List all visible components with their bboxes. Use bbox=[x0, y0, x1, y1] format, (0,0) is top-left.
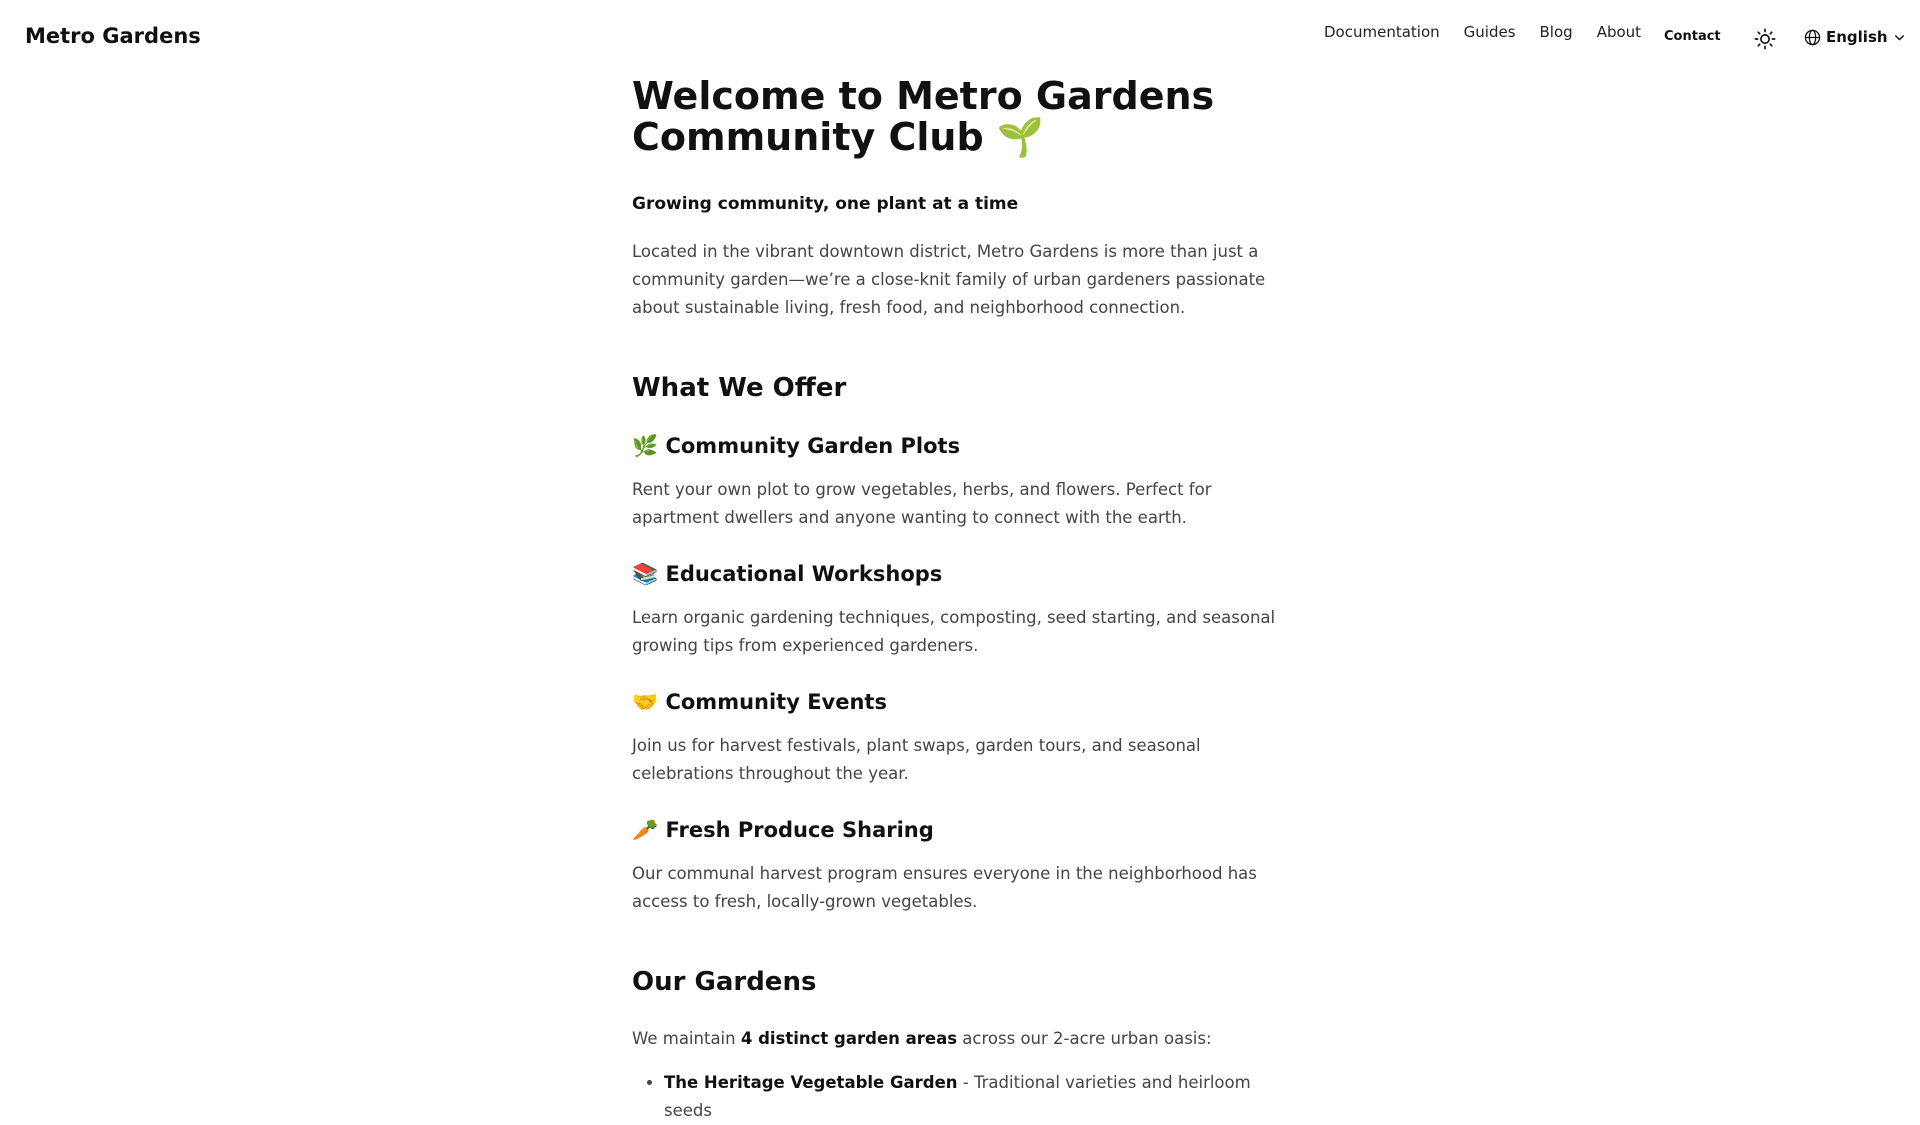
books-icon: 📚 bbox=[632, 562, 659, 586]
globe-icon bbox=[1804, 29, 1821, 46]
handshake-icon: 🤝 bbox=[632, 690, 659, 714]
page-title bbox=[632, 76, 1297, 158]
offer-title: Community Events bbox=[665, 690, 887, 714]
offer-heading bbox=[632, 434, 1297, 459]
offer-item-garden-plots bbox=[632, 434, 1297, 532]
garden-name: The Heritage Vegetable Garden bbox=[664, 1073, 958, 1092]
page-title-line1: Welcome to Metro Gardens bbox=[632, 74, 1215, 118]
list-item bbox=[664, 1069, 1297, 1125]
language-select[interactable] bbox=[1804, 28, 1906, 46]
offer-item-workshops bbox=[632, 562, 1297, 660]
main-content bbox=[632, 76, 1297, 1125]
offer-title: Educational Workshops bbox=[665, 562, 943, 586]
offer-title: Community Garden Plots bbox=[665, 434, 961, 458]
garden-list bbox=[632, 1069, 1297, 1125]
nav-documentation[interactable]: Documentation bbox=[1324, 23, 1440, 41]
offer-description: Learn organic gardening techniques, composting, seed starting, and seasonal growing tips from experienced gardeners. bbox=[632, 608, 1276, 655]
offer-heading bbox=[632, 818, 1297, 843]
herb-icon: 🌿 bbox=[632, 434, 659, 458]
section-heading-offer: What We Offer bbox=[632, 373, 847, 403]
intro-paragraph: Located in the vibrant downtown district, Metro Gardens is more than just a community garden—we’re a close-knit family of urban gardeners passionate about sustainable living, fresh food, and neighborhood connection. bbox=[632, 242, 1266, 317]
carrot-icon: 🥕 bbox=[632, 818, 659, 842]
offer-item-events bbox=[632, 690, 1297, 788]
offer-item-produce bbox=[632, 818, 1297, 916]
theme-toggle-button[interactable] bbox=[1754, 28, 1776, 50]
seedling-icon: 🌱 bbox=[996, 115, 1045, 159]
language-label: English bbox=[1826, 28, 1888, 46]
nav-blog[interactable]: Blog bbox=[1539, 23, 1573, 41]
chevron-down-icon bbox=[1893, 31, 1906, 44]
offer-heading bbox=[632, 562, 1297, 587]
nav-about[interactable]: About bbox=[1596, 23, 1642, 41]
gardens-intro-pre: We maintain bbox=[632, 1029, 741, 1048]
sun-icon bbox=[1754, 28, 1776, 50]
section-heading-gardens: Our Gardens bbox=[632, 967, 817, 997]
main-nav bbox=[1324, 23, 1665, 41]
offer-description: Join us for harvest festivals, plant swaps, garden tours, and seasonal celebrations throughout the year. bbox=[632, 736, 1201, 783]
contact-button[interactable]: Contact bbox=[1664, 29, 1721, 44]
gardens-intro-post: across our 2-acre urban oasis: bbox=[957, 1029, 1212, 1048]
offer-heading bbox=[632, 690, 1297, 715]
gardens-intro-bold: 4 distinct garden areas bbox=[740, 1029, 958, 1048]
page-title-line2: Community Club bbox=[632, 115, 984, 159]
site-logo[interactable]: Metro Gardens bbox=[25, 24, 201, 48]
tagline: Growing community, one plant at a time bbox=[632, 194, 1019, 214]
offer-description: Our communal harvest program ensures everyone in the neighborhood has access to fresh, locally-grown vegetables. bbox=[632, 864, 1257, 911]
nav-guides[interactable]: Guides bbox=[1463, 23, 1516, 41]
gardens-intro bbox=[632, 1025, 1297, 1053]
site-header bbox=[0, 0, 1920, 76]
offer-title: Fresh Produce Sharing bbox=[665, 818, 934, 842]
garden-description: - Traditional varieties and heirloom seeds bbox=[664, 1073, 1251, 1120]
offer-description: Rent your own plot to grow vegetables, herbs, and flowers. Perfect for apartment dwellers and anyone wanting to connect with the earth. bbox=[632, 480, 1212, 527]
